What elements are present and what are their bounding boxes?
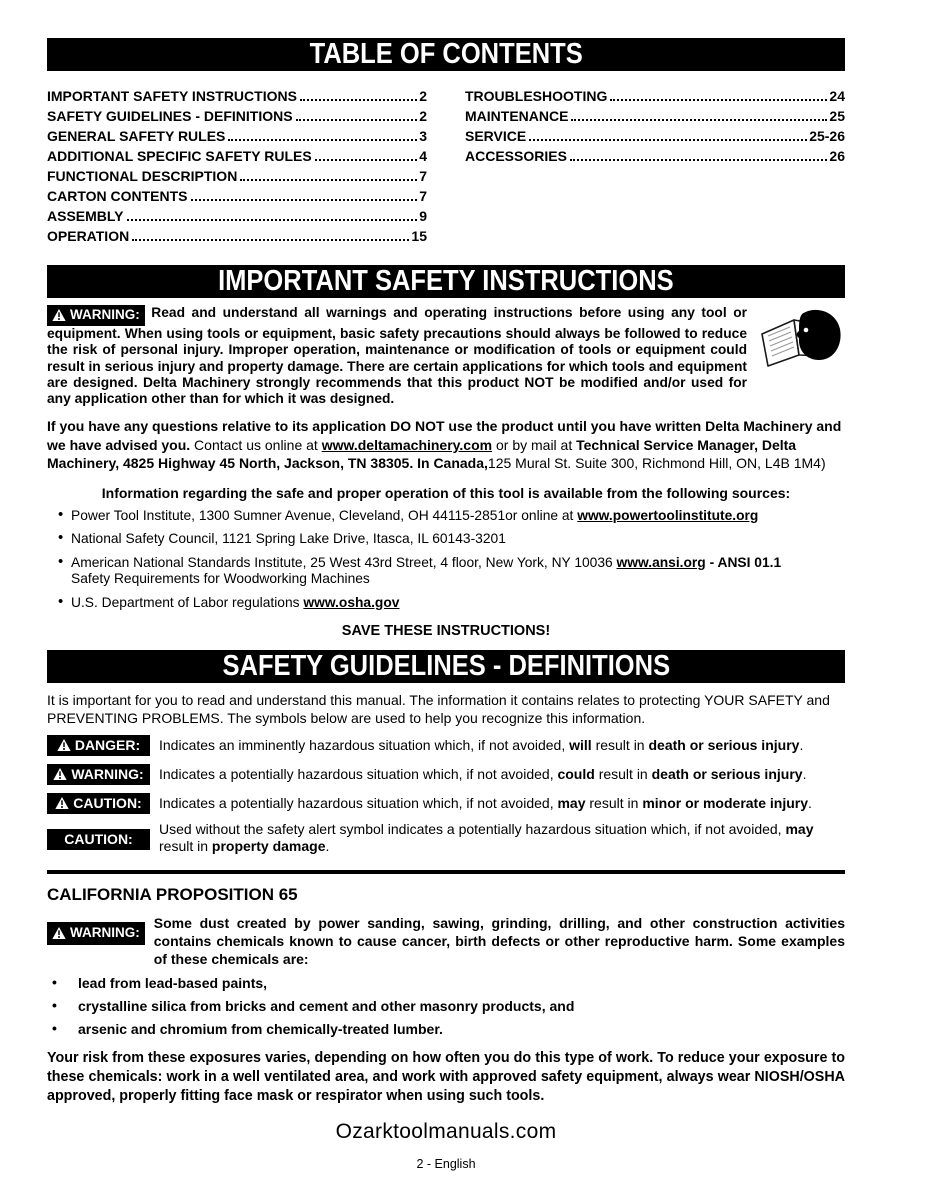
dot-leader xyxy=(315,159,417,161)
questions-regular-text-2: or by mail at xyxy=(492,436,577,453)
toc-entry-page: 24 xyxy=(829,88,845,104)
dot-leader xyxy=(191,199,418,201)
warning-badge-label: WARNING: xyxy=(71,766,144,783)
chemical-item: • arsenic and chromium from chemically-treated lumber. xyxy=(47,1021,845,1037)
toc-entry[interactable] xyxy=(47,124,427,144)
guidelines-title: SAFETY GUIDELINES - DEFINITIONS xyxy=(222,650,670,683)
safety-instructions-header-bar xyxy=(47,265,845,298)
definition-row-warning xyxy=(47,763,845,785)
toc-entry[interactable] xyxy=(47,104,427,124)
toc-entry-page: 9 xyxy=(419,208,427,224)
dot-leader xyxy=(300,99,417,101)
definition-text: Indicates an imminently hazardous situation which, if not avoided, will result in death or serious injury. xyxy=(159,736,804,753)
toc-entry-page: 26 xyxy=(829,148,845,164)
source-item-power-tool-institute xyxy=(57,508,845,525)
warning-badge xyxy=(47,764,150,785)
toc-entry-page: 15 xyxy=(411,228,427,244)
toc-entry-label: OPERATION xyxy=(47,228,130,244)
toc-entry-label: FUNCTIONAL DESCRIPTION xyxy=(47,168,238,184)
definition-text: Indicates a potentially hazardous situation which, if not avoided, could result in death or serious injury. xyxy=(159,765,807,782)
section-divider xyxy=(47,870,845,874)
toc-entry-page: 4 xyxy=(419,148,427,164)
prop65-heading: CALIFORNIA PROPOSITION 65 xyxy=(47,885,298,905)
toc-entry[interactable] xyxy=(465,124,845,144)
definition-row-caution-plain xyxy=(47,821,845,855)
powertoolinstitute-link[interactable]: www.powertoolinstitute.org xyxy=(577,507,759,523)
caution-badge-label: CAUTION: xyxy=(73,795,142,812)
toc-entry-page: 7 xyxy=(419,168,427,184)
risk-paragraph: Your risk from these exposures varies, depending on how often you do this type of work. To reduce your exposure to these chemicals: work in a well ventilated area, and work with approved safety equipment, always wear NIOSH/OSHA approved, properly fitting face mask or respirator when using such tools. xyxy=(47,1050,845,1105)
toc-entry[interactable] xyxy=(47,184,427,204)
toc-entry[interactable] xyxy=(465,84,845,104)
warning-triangle-icon xyxy=(55,797,69,809)
warning-badge xyxy=(47,922,145,945)
deltamachinery-link[interactable]: www.deltamachinery.com xyxy=(321,436,493,453)
page-number: 2 - English xyxy=(416,1157,476,1172)
questions-bold-text: If you have any questions relative to its application DO NOT use the product until you have written Delta Machinery and we have advised you. xyxy=(47,418,842,453)
definition-text: Used without the safety alert symbol indicates a potentially hazardous situation which, if not avoided, may result in property damage. xyxy=(159,821,814,855)
warning-triangle-icon xyxy=(57,739,71,751)
toc-entry[interactable] xyxy=(47,164,427,184)
toc-entry-label: ASSEMBLY xyxy=(47,208,124,224)
safety-warning-paragraph xyxy=(47,305,845,407)
warning-badge-label: WARNING: xyxy=(70,307,140,322)
chemical-examples-list xyxy=(47,975,845,1037)
toc-entry-page: 7 xyxy=(419,188,427,204)
dot-leader xyxy=(132,239,409,241)
source-text: National Safety Council, 1121 Spring Lake Drive, Itasca, IL 60143-3201 xyxy=(71,531,506,547)
toc-header-bar xyxy=(47,38,845,71)
source-suffix: - ANSI 01.1 xyxy=(705,554,782,570)
toc-title: TABLE OF CONTENTS xyxy=(309,38,583,70)
toc-left-column xyxy=(47,84,427,244)
dot-leader xyxy=(228,139,417,141)
source-item-ansi xyxy=(57,555,845,588)
person-reading-manual-icon xyxy=(755,307,845,375)
dot-leader xyxy=(570,159,828,161)
toc-entry-label: CARTON CONTENTS xyxy=(47,188,188,204)
toc-entry-label: TROUBLESHOOTING xyxy=(465,88,608,104)
warning-triangle-icon xyxy=(53,768,67,780)
safety-instructions-title: IMPORTANT SAFETY INSTRUCTIONS xyxy=(218,265,674,297)
information-sources-heading: Information regarding the safe and proper operation of this tool is available from the following sources: xyxy=(101,484,791,501)
caution-badge xyxy=(47,793,150,814)
dot-leader xyxy=(240,179,417,181)
guidelines-intro: It is important for you to read and understand this manual. The information it contains relates to protecting YOUR SAFETY and PREVENTING PROBLEMS. The symbols below are used to help you recognize this information. xyxy=(47,692,830,727)
toc-entry-label: GENERAL SAFETY RULES xyxy=(47,128,226,144)
toc-entry[interactable] xyxy=(47,144,427,164)
definition-text: Indicates a potentially hazardous situation which, if not avoided, may result in minor or moderate injury. xyxy=(159,794,812,811)
source-text: U.S. Department of Labor regulations xyxy=(71,594,304,610)
watermark-site-name: Ozarktoolmanuals.com xyxy=(335,1120,557,1144)
source-item-national-safety-council xyxy=(57,531,845,548)
dot-leader xyxy=(571,119,827,121)
osha-link[interactable]: www.osha.gov xyxy=(303,594,400,610)
definition-row-caution xyxy=(47,792,845,814)
source-second-line: Safety Requirements for Woodworking Machines xyxy=(71,571,370,587)
source-item-dol xyxy=(57,595,845,612)
warning-badge-label: WARNING: xyxy=(70,924,140,940)
toc-entry-label: ADDITIONAL SPECIFIC SAFETY RULES xyxy=(47,148,312,164)
chemical-item: • crystalline silica from bricks and cement and other masonry products, and xyxy=(47,998,845,1014)
toc-entry[interactable] xyxy=(465,144,845,164)
source-text: Power Tool Institute, 1300 Sumner Avenue, Cleveland, OH 44115-2851or online at xyxy=(71,507,578,523)
toc-entry-page: 25 xyxy=(829,108,845,124)
sources-list xyxy=(57,508,845,612)
mail-address-text: Technical Service Manager, Delta Machinery, 4825 Highway 45 North, Jackson, TN 38305. In Canada, xyxy=(47,436,797,472)
toc-entry-label: ACCESSORIES xyxy=(465,148,567,164)
warning-triangle-icon xyxy=(52,309,66,321)
warning-triangle-icon xyxy=(52,927,66,939)
danger-badge xyxy=(47,735,150,756)
canada-address-text: 125 Mural St. Suite 300, Richmond Hill, ON, L4B 1M4) xyxy=(487,455,826,472)
dot-leader xyxy=(610,99,827,101)
toc-entry[interactable] xyxy=(47,84,427,104)
chemical-item: • lead from lead-based paints, xyxy=(47,975,845,991)
prop65-warning-block xyxy=(47,914,845,968)
source-text: American National Standards Institute, 25 West 43rd Street, 4 floor, New York, NY 10036 xyxy=(71,554,617,570)
questions-regular-text: Contact us online at xyxy=(190,436,322,453)
prop65-warning-text: Some dust created by power sanding, sawing, grinding, drilling, and other construction activities contains chemicals known to cause cancer, birth defects or other reproductive harm. Some examples of these chemicals are: xyxy=(153,915,845,968)
toc-entry-page: 2 xyxy=(419,88,427,104)
dot-leader xyxy=(127,219,418,221)
dot-leader xyxy=(529,139,807,141)
toc-entry-label: IMPORTANT SAFETY INSTRUCTIONS xyxy=(47,88,297,104)
caution-plain-badge xyxy=(47,829,150,850)
definition-row-danger xyxy=(47,734,845,756)
toc-entry[interactable] xyxy=(465,104,845,124)
toc-entry-label: SERVICE xyxy=(465,128,527,144)
save-instructions-line: SAVE THESE INSTRUCTIONS! xyxy=(341,623,551,640)
toc-entry-label: MAINTENANCE xyxy=(465,108,569,124)
toc xyxy=(47,84,845,244)
toc-entry-page: 25-26 xyxy=(809,128,845,144)
caution-plain-badge-label: CAUTION: xyxy=(64,830,133,847)
guidelines-header-bar xyxy=(47,650,845,683)
safety-warning-text: Read and understand all warnings and operating instructions before using any tool or equipment. When using tools or equipment, basic safety precautions should always be followed to reduce the risk of personal injury. Improper operation, maintenance or modification of tools or equipment could result in serious injury and property damage. There are certain applications for which tools and equipment are designed. Delta Machinery strongly recommends that this product NOT be modified and/or used for any application other than for which it was designed. xyxy=(47,305,747,407)
dot-leader xyxy=(296,119,418,121)
toc-right-column xyxy=(465,84,845,244)
toc-entry-label: SAFETY GUIDELINES - DEFINITIONS xyxy=(47,108,293,124)
toc-entry-page: 2 xyxy=(419,108,427,124)
toc-entry[interactable] xyxy=(47,204,427,224)
ansi-link[interactable]: www.ansi.org xyxy=(616,554,706,570)
warning-badge xyxy=(47,305,145,326)
questions-paragraph xyxy=(47,417,845,473)
toc-entry[interactable] xyxy=(47,224,427,244)
toc-entry-page: 3 xyxy=(419,128,427,144)
danger-badge-label: DANGER: xyxy=(74,737,141,754)
